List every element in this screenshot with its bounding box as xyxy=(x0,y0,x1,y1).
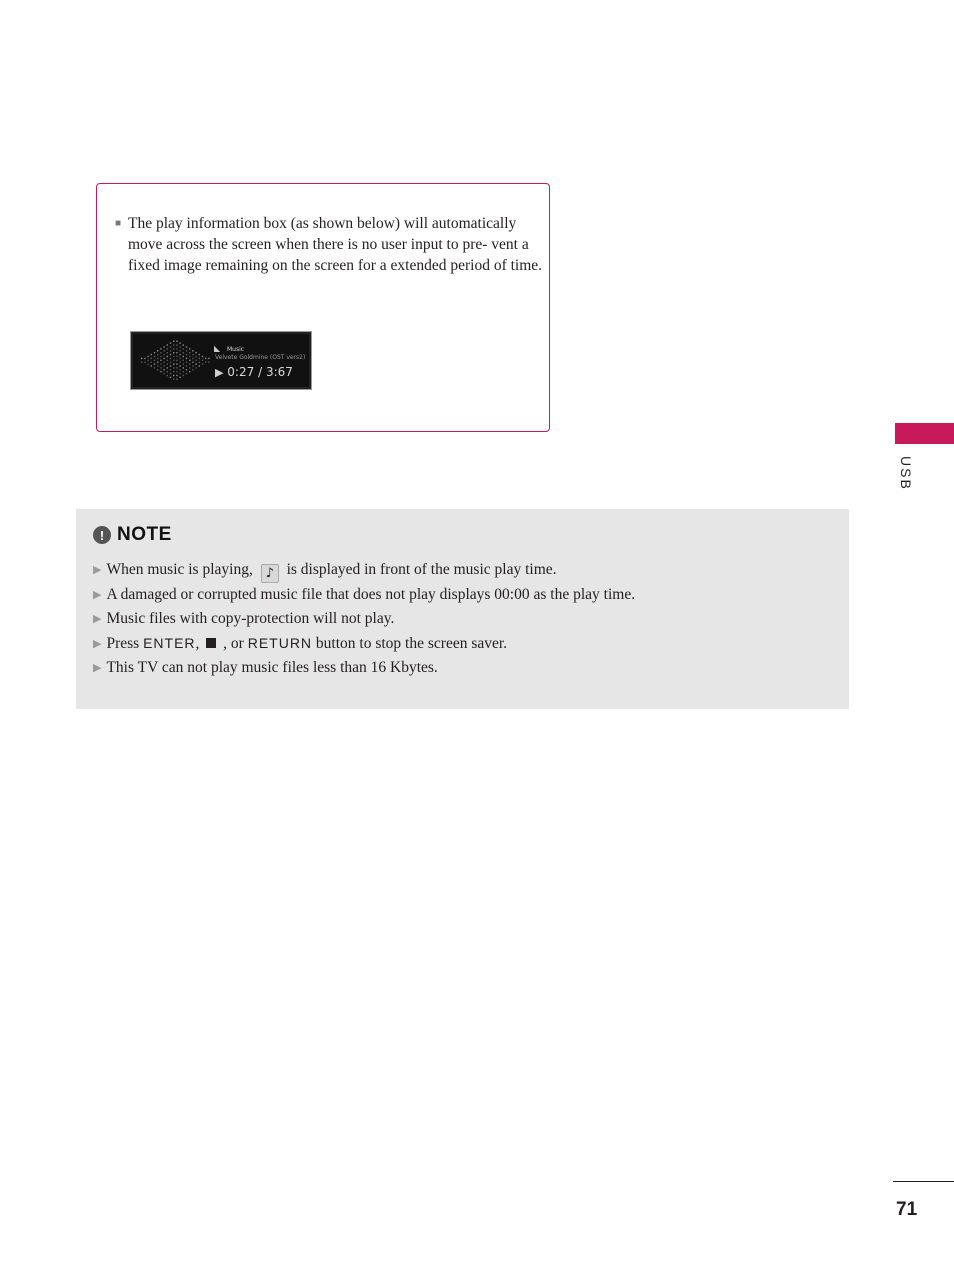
music-note-icon: ♪ xyxy=(261,564,279,583)
note-item: ▶ A damaged or corrupted music file that does not play displays 00:00 as the play time. xyxy=(93,586,636,603)
player-time xyxy=(215,365,293,379)
stop-icon xyxy=(206,638,216,648)
player-filename: Velvete Goldmine (OST vers2) xyxy=(215,354,306,361)
triangle-bullet-icon: ▶ xyxy=(93,637,102,650)
note-item: ▶ When music is playing, ♪ is displayed in front of the music play time. xyxy=(93,561,557,581)
note-item: ▶ This TV can not play music files less than 16 Kbytes. xyxy=(93,659,438,676)
player-category: Music xyxy=(227,346,245,353)
note-list xyxy=(93,558,635,680)
note-box xyxy=(76,509,849,709)
triangle-bullet-icon: ▶ xyxy=(93,563,102,576)
note-title: NOTE xyxy=(117,524,172,545)
info-box xyxy=(96,183,550,432)
total-time: 3:67 xyxy=(265,365,293,379)
return-key-label: RETURN xyxy=(247,635,313,651)
time-separator: / xyxy=(258,365,263,379)
play-info-box-image xyxy=(130,331,312,390)
enter-key-label: ENTER xyxy=(143,635,196,651)
page-number: 71 xyxy=(896,1199,918,1220)
page-rule xyxy=(893,1181,954,1182)
triangle-bullet-icon: ▶ xyxy=(93,661,102,674)
play-icon: ▶ xyxy=(215,366,224,379)
info-text xyxy=(115,213,554,276)
exclamation-icon: ! xyxy=(93,526,111,544)
note-item: ▶ Press ENTER, , or RETURN button to stop the screen saver. xyxy=(93,635,508,652)
note-header xyxy=(93,524,172,546)
music-folder-icon: ◣ xyxy=(214,344,221,353)
visualizer-graphic xyxy=(137,338,213,385)
section-tab xyxy=(895,423,954,444)
triangle-bullet-icon: ▶ xyxy=(93,612,102,625)
info-paragraph: The play information box (as shown below) will automatically move across the screen when there is no user input to pre- vent a fixed image remaining on the screen for a extended period of time. xyxy=(128,215,543,274)
square-bullet-icon: ■ xyxy=(115,218,122,229)
triangle-bullet-icon: ▶ xyxy=(93,588,102,601)
section-label: USB xyxy=(898,456,914,491)
elapsed-time: 0:27 xyxy=(227,365,255,379)
note-item: ▶ Music files with copy-protection will not play. xyxy=(93,610,395,627)
